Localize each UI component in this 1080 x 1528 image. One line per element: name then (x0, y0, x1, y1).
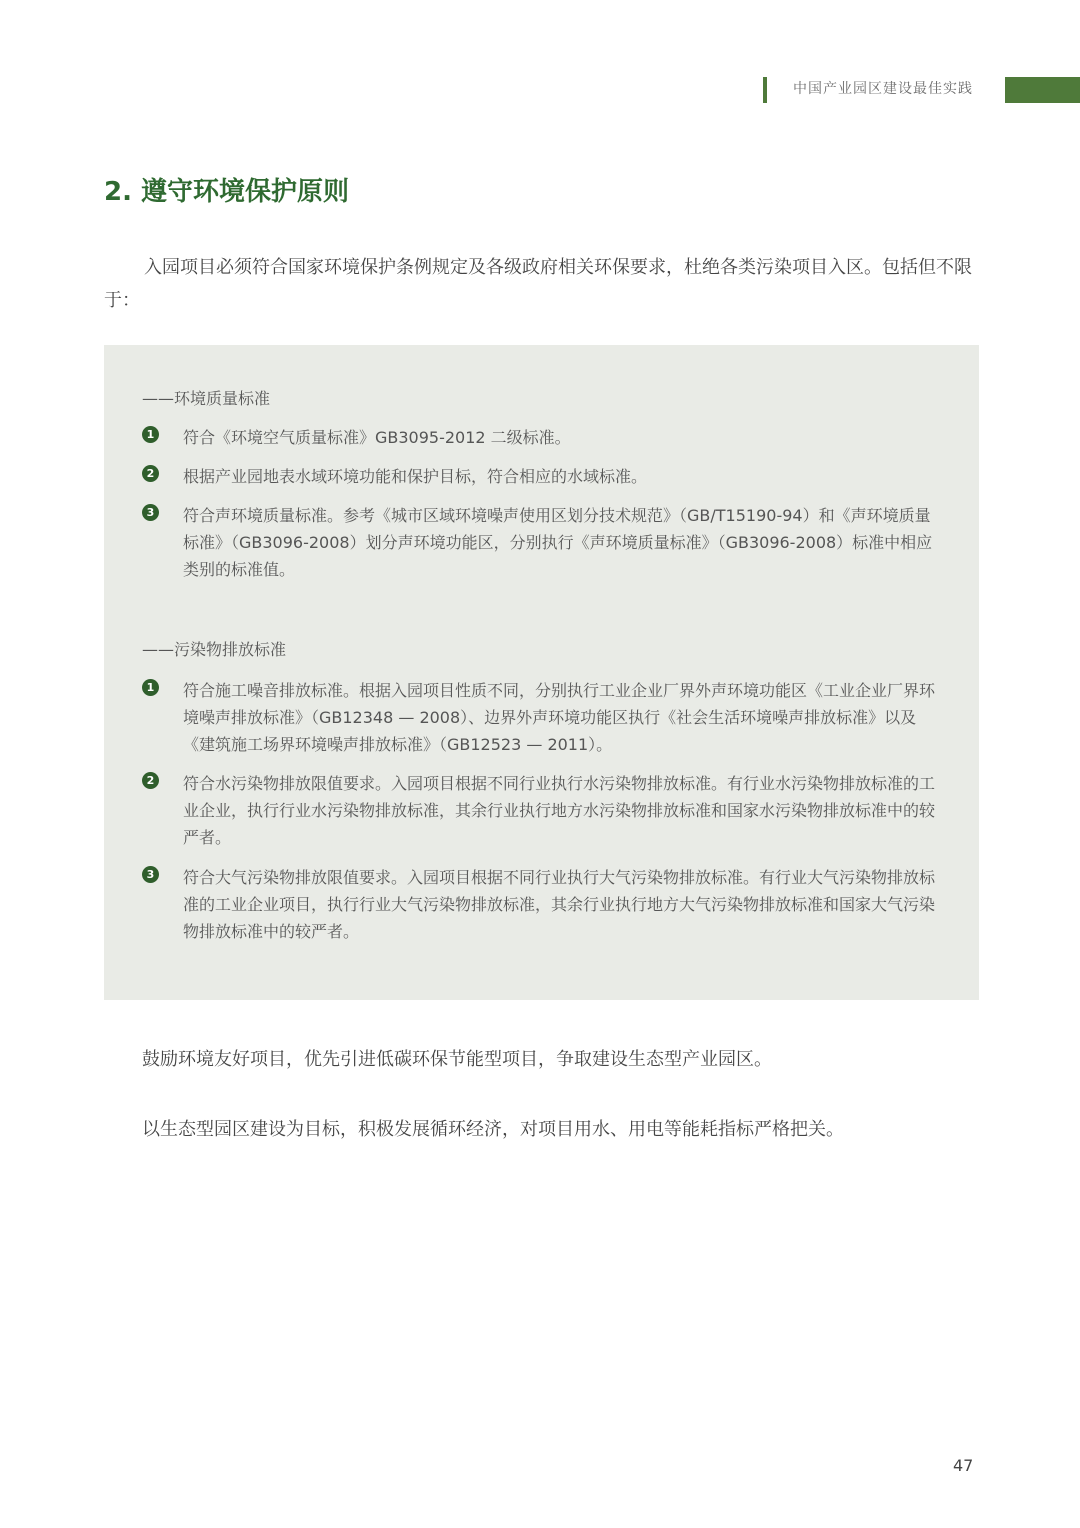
page-number: 47 (953, 1456, 974, 1475)
list-item-text: 根据产业园地表水域环境功能和保护目标，符合相应的水域标准。 (183, 467, 648, 486)
section-title: 2. 遵守环境保护原则 (104, 177, 350, 207)
group-label-pollutant-emission: ——污染物排放标准 (142, 640, 287, 659)
number-badge-icon: 2 (142, 465, 159, 482)
list-item-text: 符合水污染物排放限值要求。入园项目根据不同行业执行水污染物排放标准。有行业水污染物排放标准的工业企业，执行行业水污染物排放标准，其余行业执行地方水污染物排放标准和国家水污染物排放标准中的较严者。 (183, 774, 936, 847)
list-item (142, 463, 942, 490)
group-label-environment-quality: ——环境质量标准 (142, 389, 271, 408)
number-badge-icon: 1 (142, 679, 159, 696)
header-accent-bar (763, 77, 767, 103)
list-item-text: 符合《环境空气质量标准》GB3095-2012 二级标准。 (183, 428, 571, 447)
list-item (142, 864, 942, 945)
paragraph-eco-friendly: 鼓励环境友好项目，优先引进低碳环保节能型项目，争取建设生态型产业园区。 (142, 1049, 772, 1070)
list-item-text: 符合施工噪音排放标准。根据入园项目性质不同，分别执行工业企业厂界外声环境功能区《工业企业厂界环境噪声排放标准》（GB12348 — 2008）、边界外声环境功能区执行《社会生活环境噪声排放标准》以及《建筑施工场界环境噪声排放标准》（GB12523 — 2011）。 (183, 681, 936, 754)
intro-paragraph: 入园项目必须符合国家环境保护条例规定及各级政府相关环保要求，杜绝各类污染项目入区。包括但不限于： (104, 257, 972, 311)
list-item (142, 424, 942, 451)
paragraph-ecological-park: 以生态型园区建设为目标，积极发展循环经济，对项目用水、用电等能耗指标严格把关。 (142, 1119, 844, 1140)
list-item (142, 677, 942, 758)
list-item (142, 770, 942, 851)
list-item-text: 符合声环境质量标准。参考《城市区域环境噪声使用区划分技术规范》（GB/T15190-94）和《声环境质量标准》（GB3096-2008）划分声环境功能区，分别执行《声环境质量标准》（GB3096-2008）标准中相应类别的标准值。 (183, 506, 933, 579)
number-badge-icon: 3 (142, 504, 159, 521)
header-green-block (1005, 77, 1080, 103)
running-header-title: 中国产业园区建设最佳实践 (793, 81, 973, 97)
list-item-text: 符合大气污染物排放限值要求。入园项目根据不同行业执行大气污染物排放标准。有行业大气污染物排放标准的工业企业项目，执行行业大气污染物排放标准，其余行业执行地方大气污染物排放标准和国家大气污染物排放标准中的较严者。 (183, 868, 936, 941)
number-badge-icon: 1 (142, 426, 159, 443)
list-item (142, 502, 942, 583)
number-badge-icon: 3 (142, 866, 159, 883)
number-badge-icon: 2 (142, 772, 159, 789)
